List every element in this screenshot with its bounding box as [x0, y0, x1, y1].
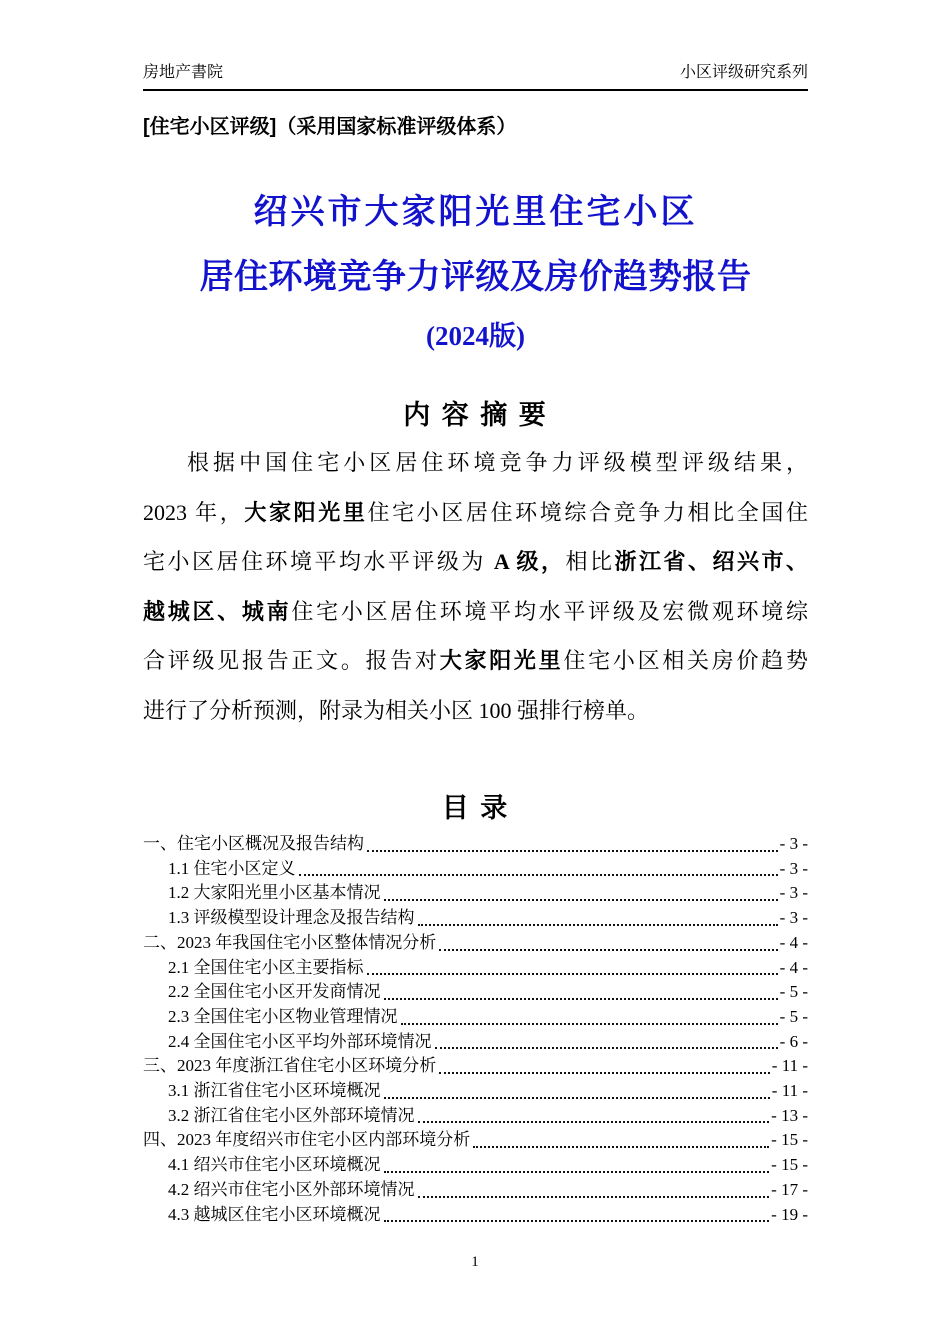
toc-entry-page: - 11 -: [771, 1081, 808, 1101]
toc-entry: [143, 1153, 808, 1178]
page-header: [143, 62, 808, 91]
toc-dot-leader: [384, 1220, 770, 1222]
report-title-line1: 绍兴市大家阳光里住宅小区: [253, 194, 698, 231]
toc-dot-leader: [439, 1072, 770, 1074]
toc-entry: [143, 1079, 808, 1104]
toc-entry: [143, 931, 808, 956]
toc-entry-page: - 17 -: [771, 1179, 808, 1199]
toc-entry-title: 2.1 全国住宅小区主要指标: [168, 957, 364, 977]
toc-entry: [143, 1054, 808, 1079]
summary-line: [143, 537, 808, 587]
toc-entry-page: - 3 -: [779, 908, 808, 928]
summary-text-segment: 进行了分析预测，附录为相关小区 100 强排行榜单。: [143, 697, 650, 723]
toc-entry-title: 二、2023 年我国住宅小区整体情况分析: [143, 932, 437, 952]
toc-entry-title: 4.3 越城区住宅小区环境概况: [168, 1204, 381, 1224]
toc-entry-title: 1.1 住宅小区定义: [168, 858, 296, 878]
summary-line: [143, 438, 808, 488]
toc-entry: [143, 1203, 808, 1228]
toc-dot-leader: [473, 1146, 769, 1148]
summary-text-segment: 相比: [565, 549, 615, 574]
toc-dot-leader: [367, 973, 778, 975]
toc-entry-page: - 13 -: [771, 1105, 808, 1125]
summary-text-segment: 合评级见报告正文。报告对: [143, 648, 440, 673]
toc-entry-title: 4.1 绍兴市住宅小区环境概况: [168, 1155, 381, 1175]
rating-series-label: [住宅小区评级]（采用国家标准评级体系）: [143, 116, 517, 138]
toc-entry: [143, 1128, 808, 1153]
summary-paragraph: [143, 438, 808, 735]
toc-entry-title: 一、住宅小区概况及报告结构: [143, 834, 364, 853]
toc-entry-title: 2.4 全国住宅小区平均外部环境情况: [168, 1031, 432, 1051]
toc-entry-title: 1.2 大家阳光里小区基本情况: [168, 883, 381, 903]
toc-dot-leader: [384, 899, 778, 901]
toc-entry-title: 1.3 评级模型设计理念及报告结构: [168, 908, 415, 928]
report-version: (2024版): [426, 321, 525, 351]
toc-entry-page: - 4 -: [779, 957, 808, 977]
toc-entry: [143, 956, 808, 981]
toc-entry: [143, 1030, 808, 1055]
footer-page-number: 1: [471, 1254, 479, 1270]
header-right-label: 小区评级研究系列: [679, 64, 808, 81]
toc-entry-page: - 11 -: [771, 1056, 808, 1076]
toc-list: [143, 832, 808, 1227]
summary-bold-segment: 浙江省、绍兴市、: [614, 549, 808, 574]
summary-text-segment: 住宅小区居住环境平均水平评级及宏微观环境综: [291, 598, 808, 624]
summary-text-segment: 住宅小区居住环境综合竞争力相比全国住: [367, 499, 808, 525]
report-title-line2: 居住环境竞争力评级及房价趋势报告: [199, 259, 752, 296]
summary-bold-segment: A 级，: [493, 549, 566, 574]
toc-entry-page: - 3 -: [779, 858, 808, 878]
toc-dot-leader: [384, 1171, 770, 1173]
summary-line: [143, 686, 808, 736]
toc-entry-page: - 3 -: [779, 883, 808, 903]
toc-entry-page: - 15 -: [771, 1155, 808, 1175]
toc-dot-leader: [367, 850, 778, 852]
summary-line: [143, 587, 808, 637]
toc-entry-title: 3.2 浙江省住宅小区外部环境情况: [168, 1105, 415, 1125]
summary-text-segment: 2023 年，: [143, 499, 245, 525]
summary-line: [143, 636, 808, 686]
toc-entry: [143, 1104, 808, 1129]
toc-entry-page: - 5 -: [779, 1006, 808, 1026]
toc-dot-leader: [418, 1196, 770, 1198]
toc-entry: [143, 881, 808, 906]
toc-entry-page: - 15 -: [771, 1130, 808, 1150]
summary-text-segment: 根据中国住宅小区居住环境竞争力评级模型评级结果，: [187, 450, 808, 475]
toc-entry-title: 3.1 浙江省住宅小区环境概况: [168, 1081, 381, 1101]
toc-entry-page: - 6 -: [779, 1031, 808, 1051]
toc-entry-title: 4.2 绍兴市住宅小区外部环境情况: [168, 1179, 415, 1199]
toc-dot-leader: [418, 924, 778, 926]
toc-entry-page: - 4 -: [779, 932, 808, 952]
toc-dot-leader: [299, 874, 778, 876]
toc-dot-leader: [439, 949, 777, 951]
summary-text-segment: 宅小区居住环境平均水平评级为: [143, 549, 494, 574]
summary-text-segment: 住宅小区相关房价趋势: [563, 648, 808, 673]
header-left-label: 房地产書院: [143, 64, 224, 81]
toc-entry: [143, 832, 808, 857]
toc-entry: [143, 857, 808, 882]
toc-entry-title: 2.3 全国住宅小区物业管理情况: [168, 1006, 398, 1026]
toc-entry: [143, 906, 808, 931]
toc-dot-leader: [384, 1097, 770, 1099]
summary-heading: 内 容 摘 要: [403, 400, 548, 430]
toc-dot-leader: [435, 1047, 778, 1049]
toc-dot-leader: [401, 1023, 778, 1025]
toc-entry: [143, 1178, 808, 1203]
summary-bold-segment: 大家阳光里: [244, 499, 368, 525]
summary-line: [143, 488, 808, 538]
toc-dot-leader: [418, 1121, 770, 1123]
toc-entry-title: 三、2023 年度浙江省住宅小区环境分析: [143, 1056, 437, 1076]
toc-entry-title: 四、2023 年度绍兴市住宅小区内部环境分析: [143, 1130, 471, 1150]
toc-entry-title: 2.2 全国住宅小区开发商情况: [168, 982, 381, 1002]
toc-entry: [143, 980, 808, 1005]
toc-heading: 目 录: [441, 793, 510, 823]
toc-entry-page: - 5 -: [779, 982, 808, 1002]
toc-entry-page: - 3 -: [779, 834, 808, 853]
toc-entry-page: - 19 -: [771, 1204, 808, 1224]
toc-entry: [143, 1005, 808, 1030]
summary-bold-segment: 大家阳光里: [439, 648, 564, 673]
toc-dot-leader: [384, 998, 778, 1000]
summary-bold-segment: 越城区、城南: [143, 598, 292, 624]
